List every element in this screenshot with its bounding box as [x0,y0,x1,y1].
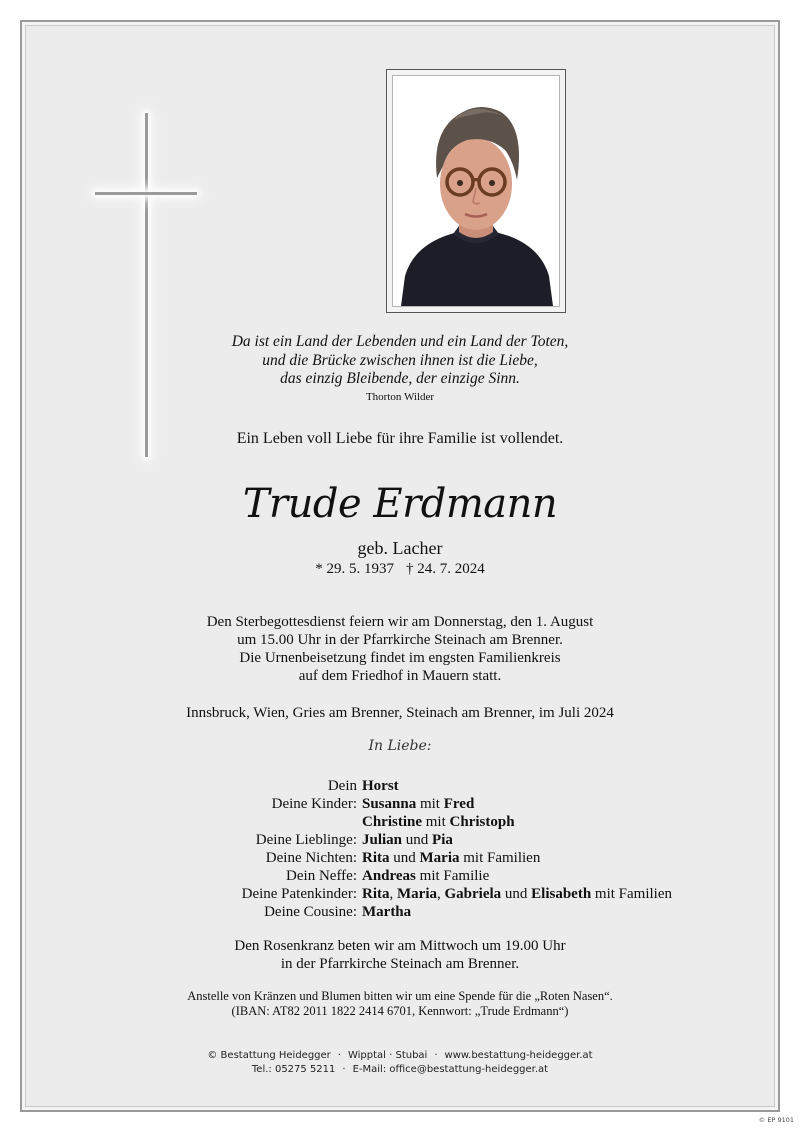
places-date: Innsbruck, Wien, Gries am Brenner, Steinach am Brenner, im Juli 2024 [186,705,614,721]
life-dates [0,561,800,578]
family-separator: , [436,886,445,902]
family-connector: und [504,886,528,902]
footer-separator: · [337,1050,341,1061]
ep-code: © EP 9101 [758,1116,794,1124]
family-label: Deine Lieblinge: [255,832,357,848]
service-line: Den Sterbegottesdienst feiern wir am Donnerstag, den 1. August [206,614,594,630]
cross-icon-vertical [145,113,148,457]
family-row [0,795,800,813]
in-liebe: In Liebe: [368,738,432,754]
quote-line: das einzig Bleibende, der einzige Sinn. [280,370,520,387]
birth-date: * 29. 5. 1937 [315,561,394,577]
quote-line: und die Brücke zwischen ihnen ist die Liebe, [262,351,538,369]
birth-name: geb. Lacher [357,538,443,558]
family-member: Fred [443,796,475,812]
family-member: Elisabeth [531,886,592,902]
footer-line [0,1049,800,1063]
donation-line: Anstelle von Kränzen und Blumen bitten wir um eine Spende für die „Roten Nasen“. [187,989,613,1003]
family-member: Andreas [362,868,416,884]
rosary-info [0,937,800,973]
service-info [0,613,800,685]
family-member: Rita [362,850,390,866]
family-row [0,885,800,903]
family-row [0,903,800,921]
quote [0,333,800,389]
family-label: Deine Nichten: [265,850,357,866]
family-member: Horst [362,778,399,794]
family-member: Christoph [449,814,515,830]
footer-line [0,1063,800,1077]
deceased-name: Trude Erdmann [242,481,558,527]
service-line: Die Urnenbeisetzung findet im engsten Familienkreis [239,650,561,666]
footer-phone: Tel.: 05275 5211 [251,1064,336,1075]
family-row [0,849,800,867]
footer-email: E-Mail: office@bestattung-heidegger.at [352,1064,549,1075]
family-connector: mit [419,796,440,812]
family-connector: mit [425,814,446,830]
family-row [0,813,800,831]
family-member: Susanna [362,796,417,812]
family-member: Julian [362,832,403,848]
family-member: Maria [419,850,460,866]
family-label: Deine Kinder: [271,796,357,812]
rosary-line: Den Rosenkranz beten wir am Mittwoch um 19.00 Uhr [234,938,566,954]
family-member: Christine [362,814,422,830]
footer [0,1049,800,1077]
family-row [0,777,800,795]
family-separator: , [389,886,397,902]
footer-company: © Bestattung Heidegger [207,1050,331,1061]
portrait-frame [386,69,566,313]
family-label: Deine Patenkinder: [241,886,357,902]
family-member: Martha [362,904,412,920]
intro-line: Ein Leben voll Liebe für ihre Familie ist vollendet. [236,430,564,447]
footer-separator: · [342,1064,346,1075]
family-member: Rita [362,886,390,902]
footer-separator: · [434,1050,438,1061]
cross-icon-horizontal [95,192,197,195]
footer-website: www.bestattung-heidegger.at [444,1050,593,1061]
family-row [0,867,800,885]
family-connector: und [393,850,416,866]
family-list [0,777,800,921]
quote-line: Da ist ein Land der Lebenden und ein Land der Toten, [231,333,569,350]
family-row [0,831,800,849]
family-connector: und [405,832,429,848]
family-member: Pia [432,832,453,848]
family-label [0,813,362,831]
footer-region: Wipptal · Stubai [347,1050,428,1061]
service-line: auf dem Friedhof in Mauern statt. [298,668,502,684]
portrait-photo [392,75,560,307]
family-label: Dein [327,778,357,794]
quote-author: Thorton Wilder [365,391,435,403]
donation-line: (IBAN: AT82 2011 1822 2414 6701, Kennwort: „Trude Erdmann“) [231,1004,569,1018]
rosary-line: in der Pfarrkirche Steinach am Brenner. [280,956,520,972]
family-member: Gabriela [444,886,502,902]
family-connector: mit Familie [419,868,490,884]
family-connector: mit Familien [463,850,541,866]
portrait-illustration [393,76,559,306]
family-label: Dein Neffe: [286,868,357,884]
family-label: Deine Cousine: [264,904,357,920]
death-date: † 24. 7. 2024 [406,561,485,577]
family-member: Maria [397,886,437,902]
family-connector: mit Familien [594,886,673,902]
service-line: um 15.00 Uhr in der Pfarrkirche Steinach am Brenner. [237,632,563,648]
donation-info [0,989,800,1019]
